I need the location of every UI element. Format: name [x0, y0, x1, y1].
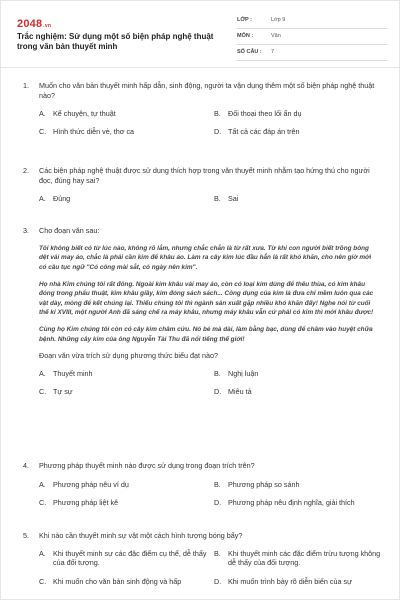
option-b[interactable] — [214, 194, 389, 212]
question-1 — [17, 81, 387, 145]
question-4 — [17, 461, 387, 516]
option-text: Đối thoại theo lối ẩn dụ — [228, 109, 302, 119]
option-letter: B. — [214, 368, 221, 378]
option-c[interactable] — [39, 498, 214, 516]
option-text: Khi thuyết minh các đặc điểm trừu tượng không dễ thấy của đối tượng. — [228, 548, 381, 568]
option-d[interactable] — [214, 498, 389, 516]
worksheet-header — [17, 13, 387, 61]
class-value: Lớp 9 — [271, 16, 286, 23]
option-c[interactable] — [39, 387, 214, 405]
option-letter: A. — [39, 109, 46, 119]
option-text: Khi muốn cho văn bản sinh động và hấp — [53, 576, 182, 586]
option-d[interactable] — [214, 387, 389, 405]
question-number: 4. — [23, 461, 29, 470]
option-letter: C. — [39, 576, 47, 586]
question-text: Khi nào cần thuyết minh sự vật một cách hình tượng bóng bẩy? — [39, 531, 243, 540]
option-letter: B. — [214, 109, 221, 119]
passage-paragraph: Họ nhà Kim chúng tôi rất đông. Ngoài kim khâu vải may áo, còn có loại kim dùng để thêu thùa, có kim khâu đóng trong phẩu thuật, kim khâu giầy, kim đóng sách sách... Công dụng của kim là đưa chỉ mềm luôn qua các vật dày, mỏng để kết chúng lại. Thiếu chúng tôi thì ngành sản xuất gặp nhiều khó khăn đấy! Nghe nói từ cuối thế kỉ XVIII, một người Anh đã sáng chế ra máy khâu, nhưng máy khâu vẫn cứ phải có kim thì mới khâu được! — [39, 280, 374, 317]
worksheet-title: Trắc nghiệm: Sử dụng một số biện pháp nghệ thuật trong văn bản thuyết minh — [17, 32, 214, 51]
option-letter: D. — [214, 497, 222, 507]
option-letter: C. — [39, 386, 47, 396]
option-text: Kể chuyện, tự thuật — [53, 109, 116, 119]
class-label: LỚP : — [237, 16, 252, 23]
option-c[interactable] — [39, 127, 214, 145]
option-letter: D. — [214, 127, 222, 137]
option-letter: A. — [39, 548, 46, 558]
option-text: Phương pháp so sánh — [228, 479, 300, 489]
option-b[interactable] — [214, 369, 389, 387]
option-a[interactable] — [39, 194, 214, 212]
question-text: Phương pháp thuyết minh nào được sử dụng trong đoạn trích trên? — [39, 461, 255, 470]
question-text: Các biện pháp nghệ thuật được sử dụng thích hợp trong văn thuyết minh nhằm tạo hứng thú cho người đọc, đúng hay sai? — [39, 166, 370, 185]
option-text: Phương pháp nêu ví dụ — [53, 479, 129, 489]
passage-paragraph: Tôi không biết có từ lúc nào, không rõ lắm, nhưng chắc chắn là từ rất xưa. Từ khi con người biết trồng bông dệt vải may áo, chắc là phải cần kim để khâu áo. Làm ra cây kim lúc đầu hẳn là rất khó khăn, cho nên giờ mới có câu tục ngữ "Có công mài sắt, có ngày nên kim". — [39, 244, 372, 271]
option-letter: B. — [214, 194, 221, 204]
meta-row-class — [237, 13, 387, 29]
logo-suffix: .vn — [43, 23, 52, 29]
option-text: Sai — [228, 194, 239, 204]
option-a[interactable] — [39, 480, 214, 498]
question-number: 1. — [23, 81, 29, 90]
option-text: Phương pháp nêu định nghĩa, giải thích — [228, 497, 355, 507]
meta-table — [237, 13, 387, 61]
option-text: Phương pháp liệt kê — [53, 497, 119, 507]
question-3 — [17, 226, 387, 405]
option-text: Tất cả các đáp án trên — [228, 127, 300, 137]
option-letter: A. — [39, 479, 46, 489]
option-text: Hình thức diễn vè, thơ ca — [53, 127, 135, 137]
option-b[interactable] — [214, 549, 389, 577]
option-letter: D. — [214, 576, 222, 586]
option-text: Khi thuyết minh sự các đặc điểm cụ thể, dễ thấy của đối tượng. — [53, 548, 207, 568]
question-2 — [17, 166, 387, 212]
question-text: Muốn cho văn bản thuyết minh hấp dẫn, sinh động, người ta vận dụng thêm một số biện pháp nghệ thuật nào? — [39, 81, 375, 100]
subject-value: Văn — [271, 32, 281, 39]
count-value: 7 — [271, 48, 275, 55]
option-letter: C. — [39, 127, 47, 137]
site-logo[interactable] — [17, 17, 51, 32]
option-text: Tự sự — [53, 386, 73, 396]
meta-row-subject — [237, 29, 387, 45]
meta-row-count — [237, 45, 387, 61]
question-number: 3. — [23, 226, 29, 235]
header-divider — [1, 67, 399, 68]
question-text: Cho đoạn văn sau: — [39, 226, 100, 235]
option-d[interactable] — [214, 127, 389, 145]
option-letter: A. — [39, 368, 46, 378]
option-d[interactable] — [214, 577, 389, 600]
count-label: SỐ CÂU : — [237, 48, 262, 55]
option-b[interactable] — [214, 109, 389, 127]
reading-passage — [39, 244, 375, 344]
option-letter: D. — [214, 386, 222, 396]
option-b[interactable] — [214, 480, 389, 498]
option-text: Đúng — [53, 194, 71, 204]
subject-label: MÔN : — [237, 32, 254, 39]
option-letter: B. — [214, 548, 221, 558]
option-text: Miêu tả — [228, 386, 252, 396]
option-a[interactable] — [39, 369, 214, 387]
question-prompt: Đoạn văn vừa trích sử dụng phương thức biểu đạt nào? — [39, 351, 218, 361]
option-c[interactable] — [39, 577, 214, 600]
option-text: Thuyết minh — [53, 368, 93, 378]
question-5 — [17, 531, 387, 600]
option-letter: C. — [39, 497, 47, 507]
option-a[interactable] — [39, 549, 214, 577]
option-text: Nghị luận — [228, 368, 259, 378]
logo-text: 2048 — [17, 18, 43, 30]
option-letter: B. — [214, 479, 221, 489]
question-number: 5. — [23, 531, 29, 540]
question-number: 2. — [23, 166, 29, 175]
option-text: Khi muốn trình bày rõ diễn biến của sự — [228, 576, 352, 586]
passage-paragraph: Cùng họ Kim chúng tôi còn có cây kim châm cứu. Nó bé mà dài, làm bằng bạc, dùng để châm vào huyệt chữa bệnh. Những cây kim của ông Nguyễn Tài Thu đã nổi tiếng thế giới! — [39, 325, 373, 343]
option-letter: A. — [39, 194, 46, 204]
option-a[interactable] — [39, 109, 214, 127]
